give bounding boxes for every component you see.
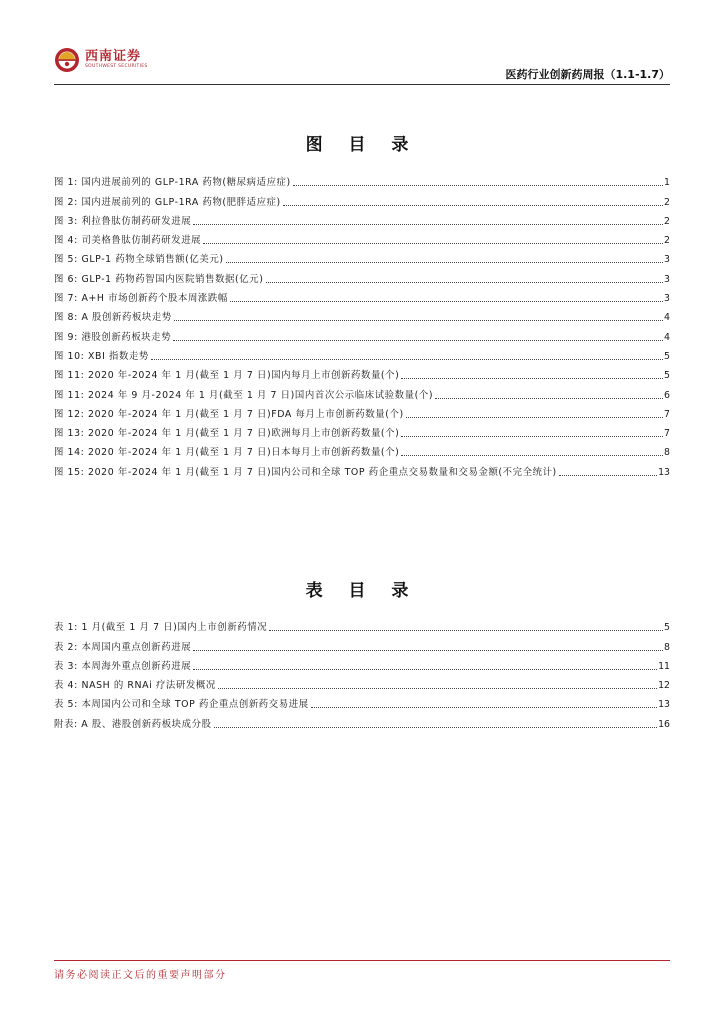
toc-entry-label: 图 2: 国内进展前列的 GLP-1RA 药物(肥胖适应症) — [54, 196, 281, 208]
toc-entry[interactable] — [54, 324, 670, 343]
toc-entry[interactable] — [54, 344, 670, 363]
toc-entry[interactable] — [54, 673, 670, 692]
toc-entry-page: 4 — [664, 331, 670, 343]
toc-leader-dots — [230, 301, 663, 302]
toc-entry-page: 7 — [664, 408, 670, 420]
logo-chinese-name: 西南证券 — [85, 49, 142, 64]
toc-entry[interactable] — [54, 189, 670, 208]
toc-entry-page: 2 — [664, 235, 670, 247]
toc-entry-label: 图 13: 2020 年-2024 年 1 月(截至 1 月 7 日)欧洲每月上市创新药数量(个) — [54, 428, 400, 440]
toc-entry-label: 图 11: 2020 年-2024 年 1 月(截至 1 月 7 日)国内每月上市创新药数量(个) — [54, 370, 400, 382]
toc-leader-dots — [401, 436, 663, 437]
toc-leader-dots — [406, 417, 663, 418]
toc-leader-dots — [193, 650, 663, 651]
toc-entry-label: 表 3: 本周海外重点创新药进展 — [54, 660, 192, 672]
toc-entry[interactable] — [54, 305, 670, 324]
header-divider — [54, 84, 670, 85]
toc-entry[interactable] — [54, 266, 670, 285]
toc-entry-page: 3 — [664, 293, 670, 305]
toc-entry-page: 5 — [664, 370, 670, 382]
toc-entry-label: 表 4: NASH 的 RNAi 疗法研发概况 — [54, 680, 216, 692]
toc-entry-label: 图 10: XBI 指数走势 — [54, 350, 149, 362]
toc-entry[interactable] — [54, 634, 670, 653]
toc-entry-label: 图 9: 港股创新药板块走势 — [54, 331, 172, 343]
toc-entry-page: 4 — [664, 312, 670, 324]
toc-entry-page: 13 — [658, 699, 670, 711]
toc-entry-label: 图 1: 国内进展前列的 GLP-1RA 药物(糖尿病适应症) — [54, 177, 291, 189]
toc-entry-page: 12 — [658, 680, 670, 692]
toc-entry-page: 1 — [664, 177, 670, 189]
toc-entry-page: 3 — [664, 254, 670, 266]
figures-toc-title: 图 目 录 — [305, 135, 419, 155]
figures-toc-list — [54, 170, 670, 479]
toc-entry-page: 5 — [664, 622, 670, 634]
toc-entry-label: 表 1: 1 月(截至 1 月 7 日)国内上市创新药情况 — [54, 622, 268, 634]
toc-leader-dots — [151, 359, 663, 360]
toc-entry[interactable] — [54, 209, 670, 228]
footer-divider — [54, 960, 670, 961]
toc-entry[interactable] — [54, 654, 670, 673]
toc-entry-label: 图 12: 2020 年-2024 年 1 月(截至 1 月 7 日)FDA 每月上市创新药数量(个) — [54, 408, 404, 420]
toc-entry-label: 图 8: A 股创新药板块走势 — [54, 312, 172, 324]
toc-entry[interactable] — [54, 615, 670, 634]
report-title: 医药行业创新药周报（1.1-1.7） — [505, 68, 670, 81]
toc-leader-dots — [174, 320, 663, 321]
toc-entry-label: 图 14: 2020 年-2024 年 1 月(截至 1 月 7 日)日本每月上市创新药数量(个) — [54, 447, 400, 459]
toc-entry[interactable] — [54, 711, 670, 730]
toc-entry-label: 图 6: GLP-1 药物药智国内医院销售数据(亿元) — [54, 273, 264, 285]
toc-entry[interactable] — [54, 170, 670, 189]
toc-entry-label: 图 15: 2020 年-2024 年 1 月(截至 1 月 7 日)国内公司和全球 TOP 药企重点交易数量和交易金额(不完全统计) — [54, 466, 557, 478]
toc-entry-page: 2 — [664, 215, 670, 227]
toc-leader-dots — [193, 224, 663, 225]
toc-entry-page: 5 — [664, 350, 670, 362]
logo-icon — [54, 47, 80, 73]
toc-entry[interactable] — [54, 402, 670, 421]
toc-entry[interactable] — [54, 692, 670, 711]
toc-entry-page: 3 — [664, 273, 670, 285]
toc-entry-label: 图 3: 利拉鲁肽仿制药研发进展 — [54, 215, 192, 227]
company-logo — [54, 44, 148, 76]
toc-leader-dots — [269, 630, 663, 631]
toc-leader-dots — [193, 669, 657, 670]
toc-entry-page: 6 — [664, 389, 670, 401]
toc-leader-dots — [218, 688, 657, 689]
toc-entry-label: 表 5: 本周国内公司和全球 TOP 药企重点创新药交易进展 — [54, 699, 309, 711]
toc-entry-page: 2 — [664, 196, 670, 208]
toc-leader-dots — [203, 243, 663, 244]
toc-leader-dots — [311, 707, 657, 708]
toc-leader-dots — [283, 205, 663, 206]
toc-leader-dots — [559, 475, 657, 476]
toc-entry-page: 11 — [658, 660, 670, 672]
toc-entry[interactable] — [54, 459, 670, 478]
toc-leader-dots — [435, 398, 663, 399]
tables-toc-title: 表 目 录 — [305, 581, 419, 601]
toc-entry-page: 7 — [664, 428, 670, 440]
toc-entry[interactable] — [54, 363, 670, 382]
toc-entry-label: 图 11: 2024 年 9 月-2024 年 1 月(截至 1 月 7 日)国内首次公示临床试验数量(个) — [54, 389, 434, 401]
toc-entry[interactable] — [54, 247, 670, 266]
toc-entry-label: 图 5: GLP-1 药物全球销售额(亿美元) — [54, 254, 224, 266]
toc-entry[interactable] — [54, 286, 670, 305]
toc-leader-dots — [173, 340, 663, 341]
toc-entry[interactable] — [54, 382, 670, 401]
toc-entry-label: 图 7: A+H 市场创新药个股本周涨跌幅 — [54, 293, 228, 305]
toc-leader-dots — [401, 378, 663, 379]
toc-entry-page: 16 — [658, 718, 670, 730]
toc-leader-dots — [226, 262, 663, 263]
toc-entry-label: 图 4: 司美格鲁肽仿制药研发进展 — [54, 235, 202, 247]
toc-entry[interactable] — [54, 421, 670, 440]
toc-leader-dots — [266, 282, 664, 283]
toc-entry-page: 13 — [658, 466, 670, 478]
logo-english-name: SOUTHWEST SECURITIES — [85, 64, 148, 69]
toc-entry-label: 表 2: 本周国内重点创新药进展 — [54, 641, 192, 653]
toc-entry[interactable] — [54, 228, 670, 247]
page-header — [0, 0, 724, 90]
toc-entry-label: 附表: A 股、港股创新药板块成分股 — [54, 718, 212, 730]
toc-leader-dots — [401, 455, 663, 456]
toc-leader-dots — [293, 185, 663, 186]
tables-toc-list — [54, 615, 670, 731]
toc-entry[interactable] — [54, 440, 670, 459]
toc-entry-page: 8 — [664, 641, 670, 653]
footer-disclaimer: 请务必阅读正文后的重要声明部分 — [54, 970, 227, 981]
toc-leader-dots — [214, 727, 657, 728]
toc-entry-page: 8 — [664, 447, 670, 459]
